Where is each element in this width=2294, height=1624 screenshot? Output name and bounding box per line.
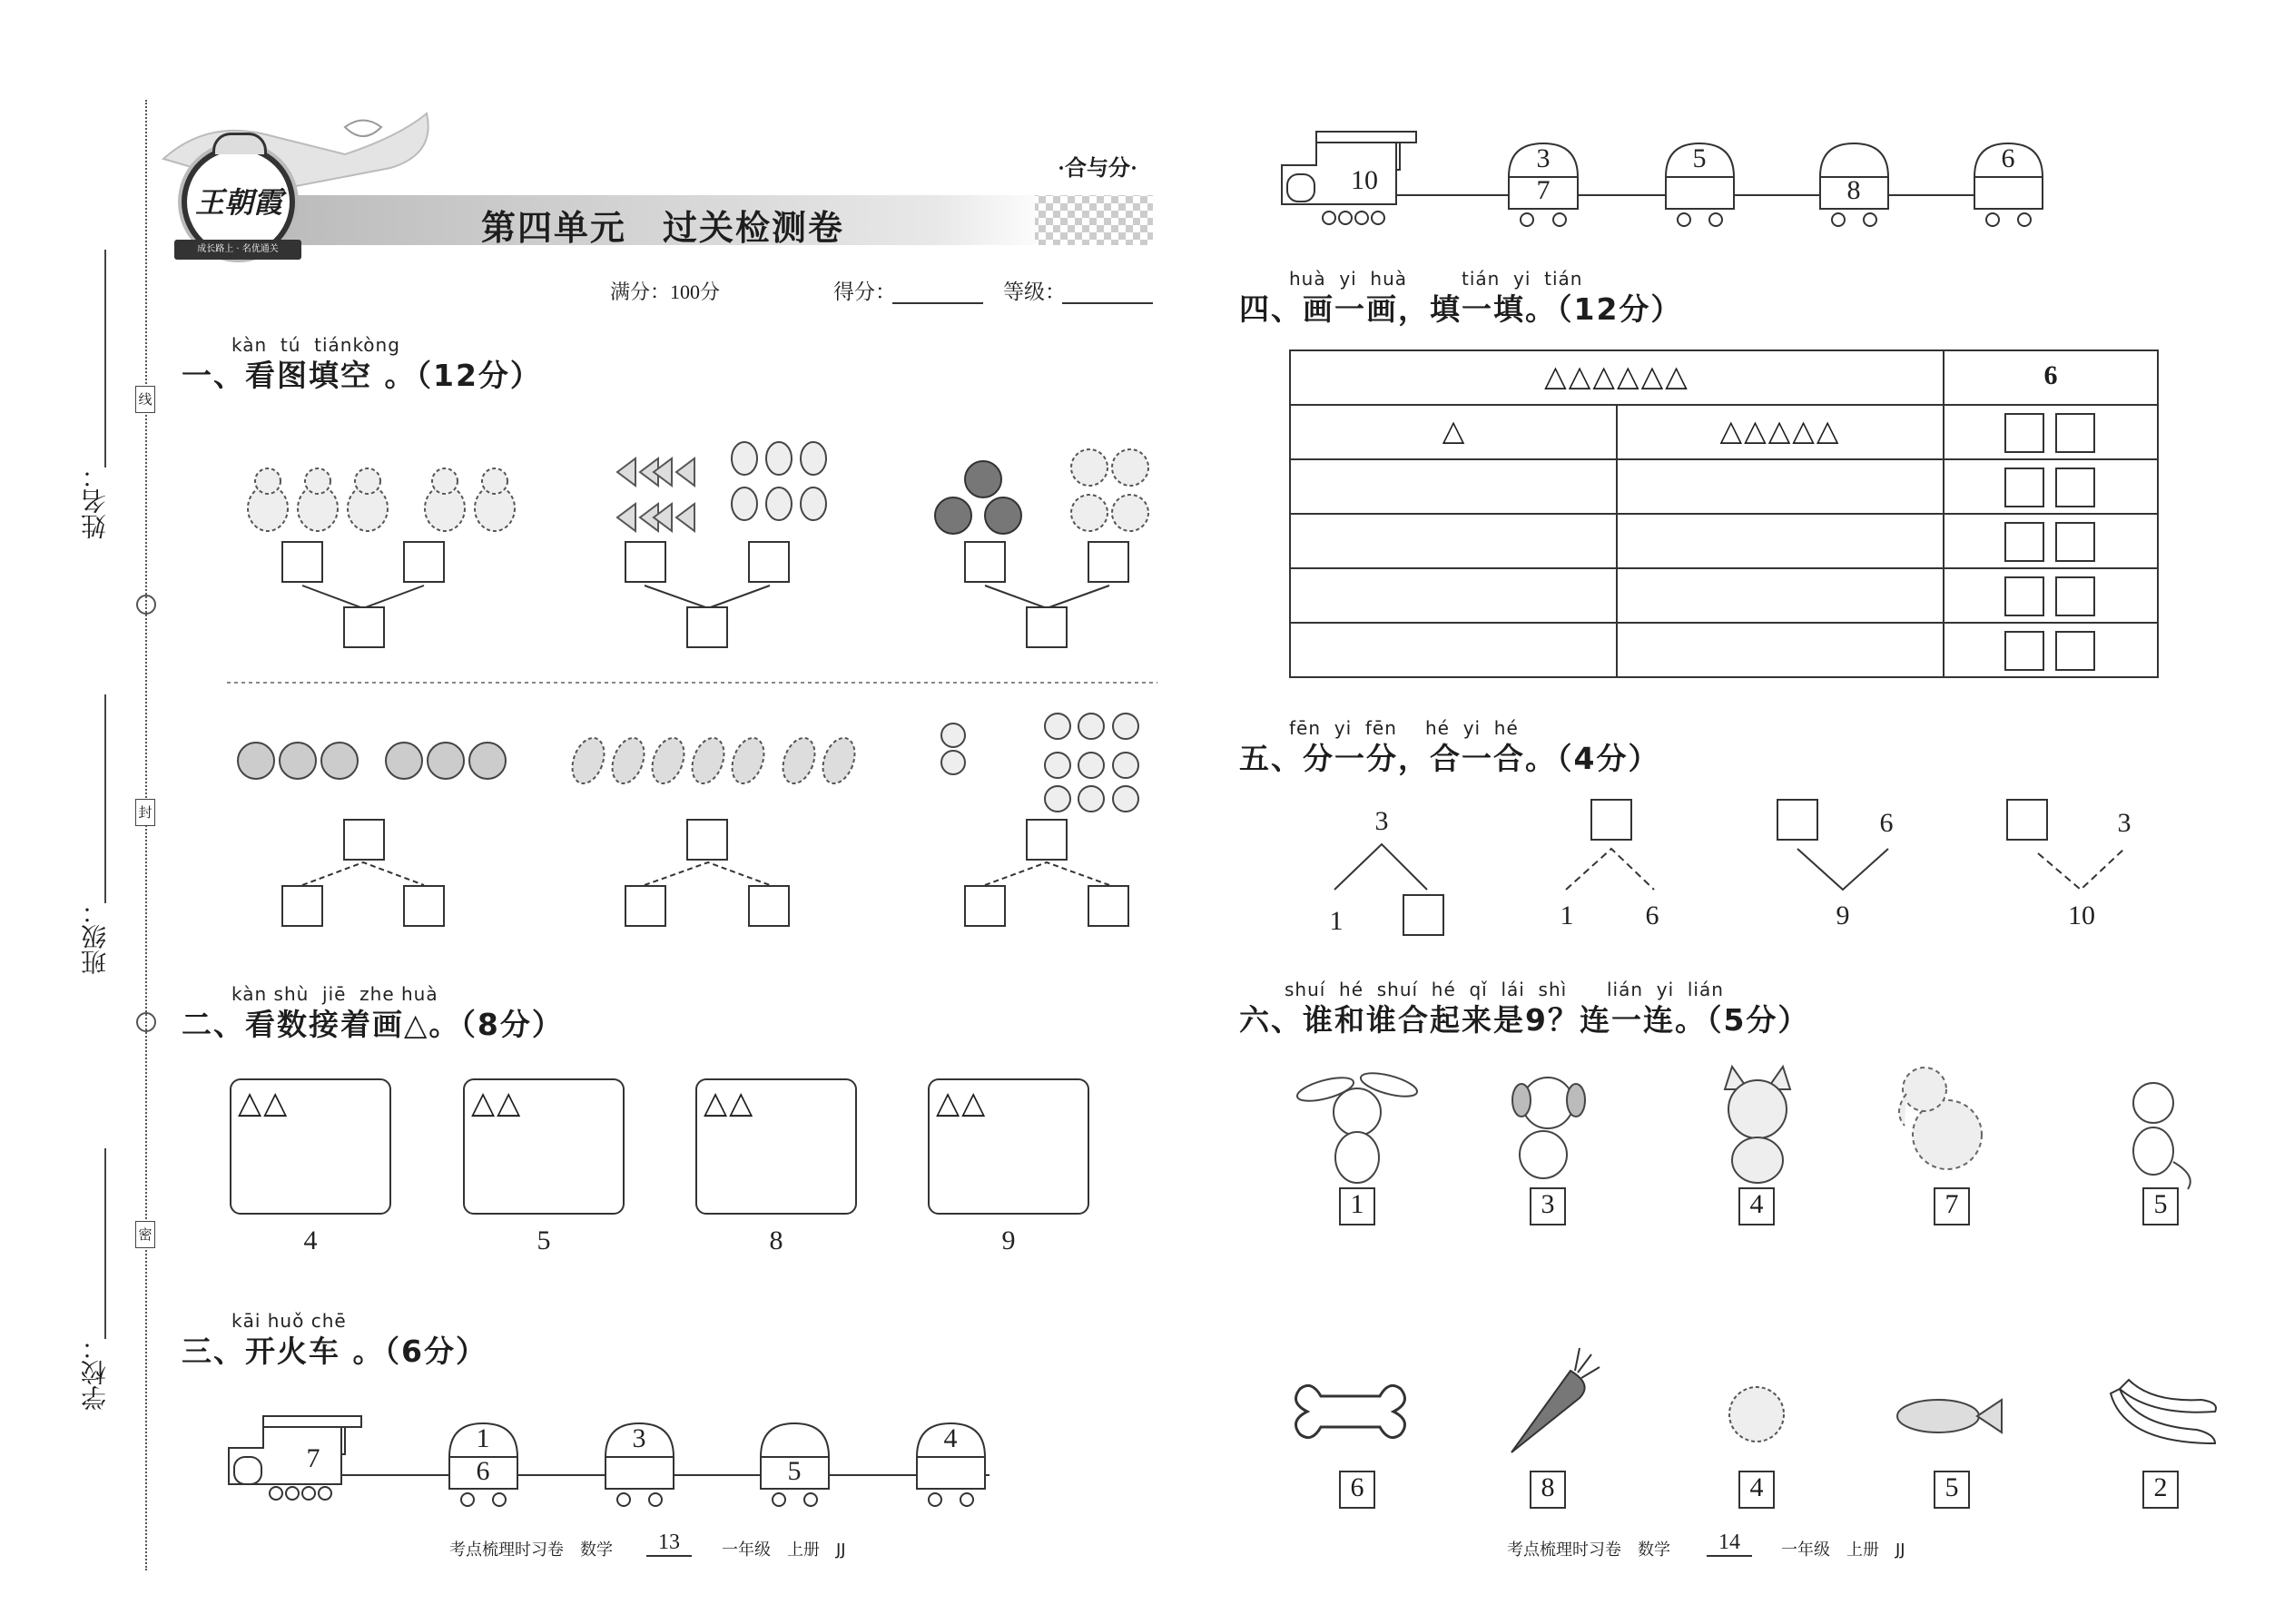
score-label: 得分：: [833, 281, 896, 304]
engine-number: 10: [1351, 165, 1378, 195]
cat-icon: [1725, 1067, 1790, 1183]
car-bottom-number: 5: [787, 1456, 802, 1486]
whole-number: 3: [1374, 806, 1389, 836]
section-4-title: 四、画一画，填一填。（12分）: [1239, 291, 1683, 327]
animal-number-box[interactable]: 1: [1339, 1187, 1375, 1225]
part-number: 3: [2117, 808, 2132, 838]
brand-ribbon: 成长路上 · 名优通关: [174, 240, 301, 260]
food-number-box[interactable]: 6: [1339, 1471, 1375, 1509]
grade-label: 等级：: [1003, 281, 1066, 304]
part-number: 6: [1879, 808, 1894, 838]
animal-number-box[interactable]: 7: [1934, 1187, 1970, 1225]
carrot-icon: [1511, 1348, 1600, 1452]
dog-icon: [1512, 1078, 1585, 1178]
footer-book: 考点梳理时习卷 数学: [1507, 1540, 1670, 1560]
section-5-pinyin-2: hé yi hé: [1425, 717, 1519, 739]
given-triangles: △△: [704, 1085, 755, 1121]
engine-number: 7: [306, 1443, 320, 1473]
part-number: 1: [1329, 906, 1344, 936]
section-1-pinyin: kàn tú tiánkòng: [231, 334, 400, 356]
given-triangles: △△: [471, 1085, 523, 1121]
target-number: 5: [537, 1225, 551, 1255]
car-top-number: 4: [943, 1423, 958, 1453]
section-1-title: 一、看图填空 。（12分）: [182, 358, 542, 393]
food-number-box[interactable]: 5: [1934, 1471, 1970, 1509]
bone-icon: [1296, 1385, 1405, 1437]
peach-icon: [1729, 1387, 1784, 1442]
whole-number: 9: [1836, 901, 1850, 930]
section-2-title: 二、看数接着画△。（8分）: [182, 1007, 564, 1042]
animal-number-box[interactable]: 5: [2142, 1187, 2179, 1225]
topic-tag: ·合与分·: [1058, 157, 1138, 181]
section-4-pinyin-2: tián yi tián: [1462, 268, 1583, 290]
name-label: 姓名：: [80, 463, 110, 539]
brand-name: 王朝霞: [194, 186, 282, 219]
given-triangles: △: [1442, 413, 1465, 448]
school-label: 学校：: [80, 1334, 110, 1411]
footer-book: 考点梳理时习卷 数学: [449, 1540, 613, 1560]
section-5-title: 五、分一分，合一合。（4分）: [1239, 741, 1660, 776]
target-number: 9: [1001, 1225, 1016, 1255]
section-2-pinyin: kàn shù jiē zhe huà: [231, 983, 438, 1005]
section-3-pinyin: kāi huǒ chē: [231, 1310, 347, 1332]
given-triangles: △△: [936, 1085, 988, 1121]
section-5-pinyin-1: fēn yi fēn: [1289, 717, 1397, 739]
seal-mark-mi: 密: [135, 1221, 155, 1248]
car-bottom-number: 7: [1536, 175, 1551, 205]
given-triangles: △△△△△△: [1544, 359, 1689, 393]
section-3-title: 三、开火车 。（6分）: [182, 1334, 487, 1369]
section-6-title: 六、谁和谁合起来是9？连一连。（5分）: [1239, 1002, 1810, 1038]
car-bottom-number: 8: [1846, 175, 1861, 205]
total-number: 6: [2043, 360, 2058, 390]
car-bottom-number: 6: [476, 1456, 490, 1486]
animal-number-box[interactable]: 3: [1530, 1187, 1566, 1225]
footer-grade: 一年级 上册 JJ: [722, 1540, 846, 1560]
given-triangles: △△△△△: [1719, 413, 1841, 448]
rabbit-icon: [1295, 1068, 1420, 1183]
section-6-pinyin-1: shuí hé shuí hé qǐ lái shì: [1285, 979, 1568, 1000]
section-4-pinyin-1: huà yi huà: [1289, 268, 1408, 290]
page-title: 第四单元 过关检测卷: [481, 208, 845, 248]
animal-number-box[interactable]: 4: [1738, 1187, 1775, 1225]
banana-icon: [2111, 1380, 2216, 1443]
car-top-number: 5: [1692, 143, 1707, 173]
fish-icon: [1897, 1400, 2002, 1432]
target-number: 4: [303, 1225, 318, 1255]
part-number: 1: [1560, 901, 1574, 930]
target-number: 8: [769, 1225, 783, 1255]
food-number-box[interactable]: 8: [1530, 1471, 1566, 1509]
page-number: 13: [646, 1530, 692, 1557]
seal-mark-xian: 线: [135, 386, 155, 413]
full-score: 满分：100分: [610, 281, 721, 303]
footer-grade: 一年级 上册 JJ: [1781, 1540, 1905, 1560]
class-label: 班级：: [80, 899, 110, 975]
monkey-icon: [2133, 1083, 2191, 1189]
page-number: 14: [1707, 1530, 1752, 1557]
car-top-number: 3: [1536, 143, 1551, 173]
car-top-number: 3: [632, 1423, 646, 1453]
part-number: 6: [1645, 901, 1659, 930]
food-number-box[interactable]: 2: [2142, 1471, 2179, 1509]
food-number-box[interactable]: 4: [1738, 1471, 1775, 1509]
car-top-number: 1: [476, 1423, 490, 1453]
whole-number: 10: [2068, 901, 2095, 930]
seal-mark-feng: 封: [135, 799, 155, 826]
section-6-pinyin-2: lián yi lián: [1607, 979, 1724, 1000]
elephant-icon: [1899, 1068, 1982, 1169]
car-top-number: 6: [2001, 143, 2015, 173]
given-triangles: △△: [238, 1085, 290, 1121]
